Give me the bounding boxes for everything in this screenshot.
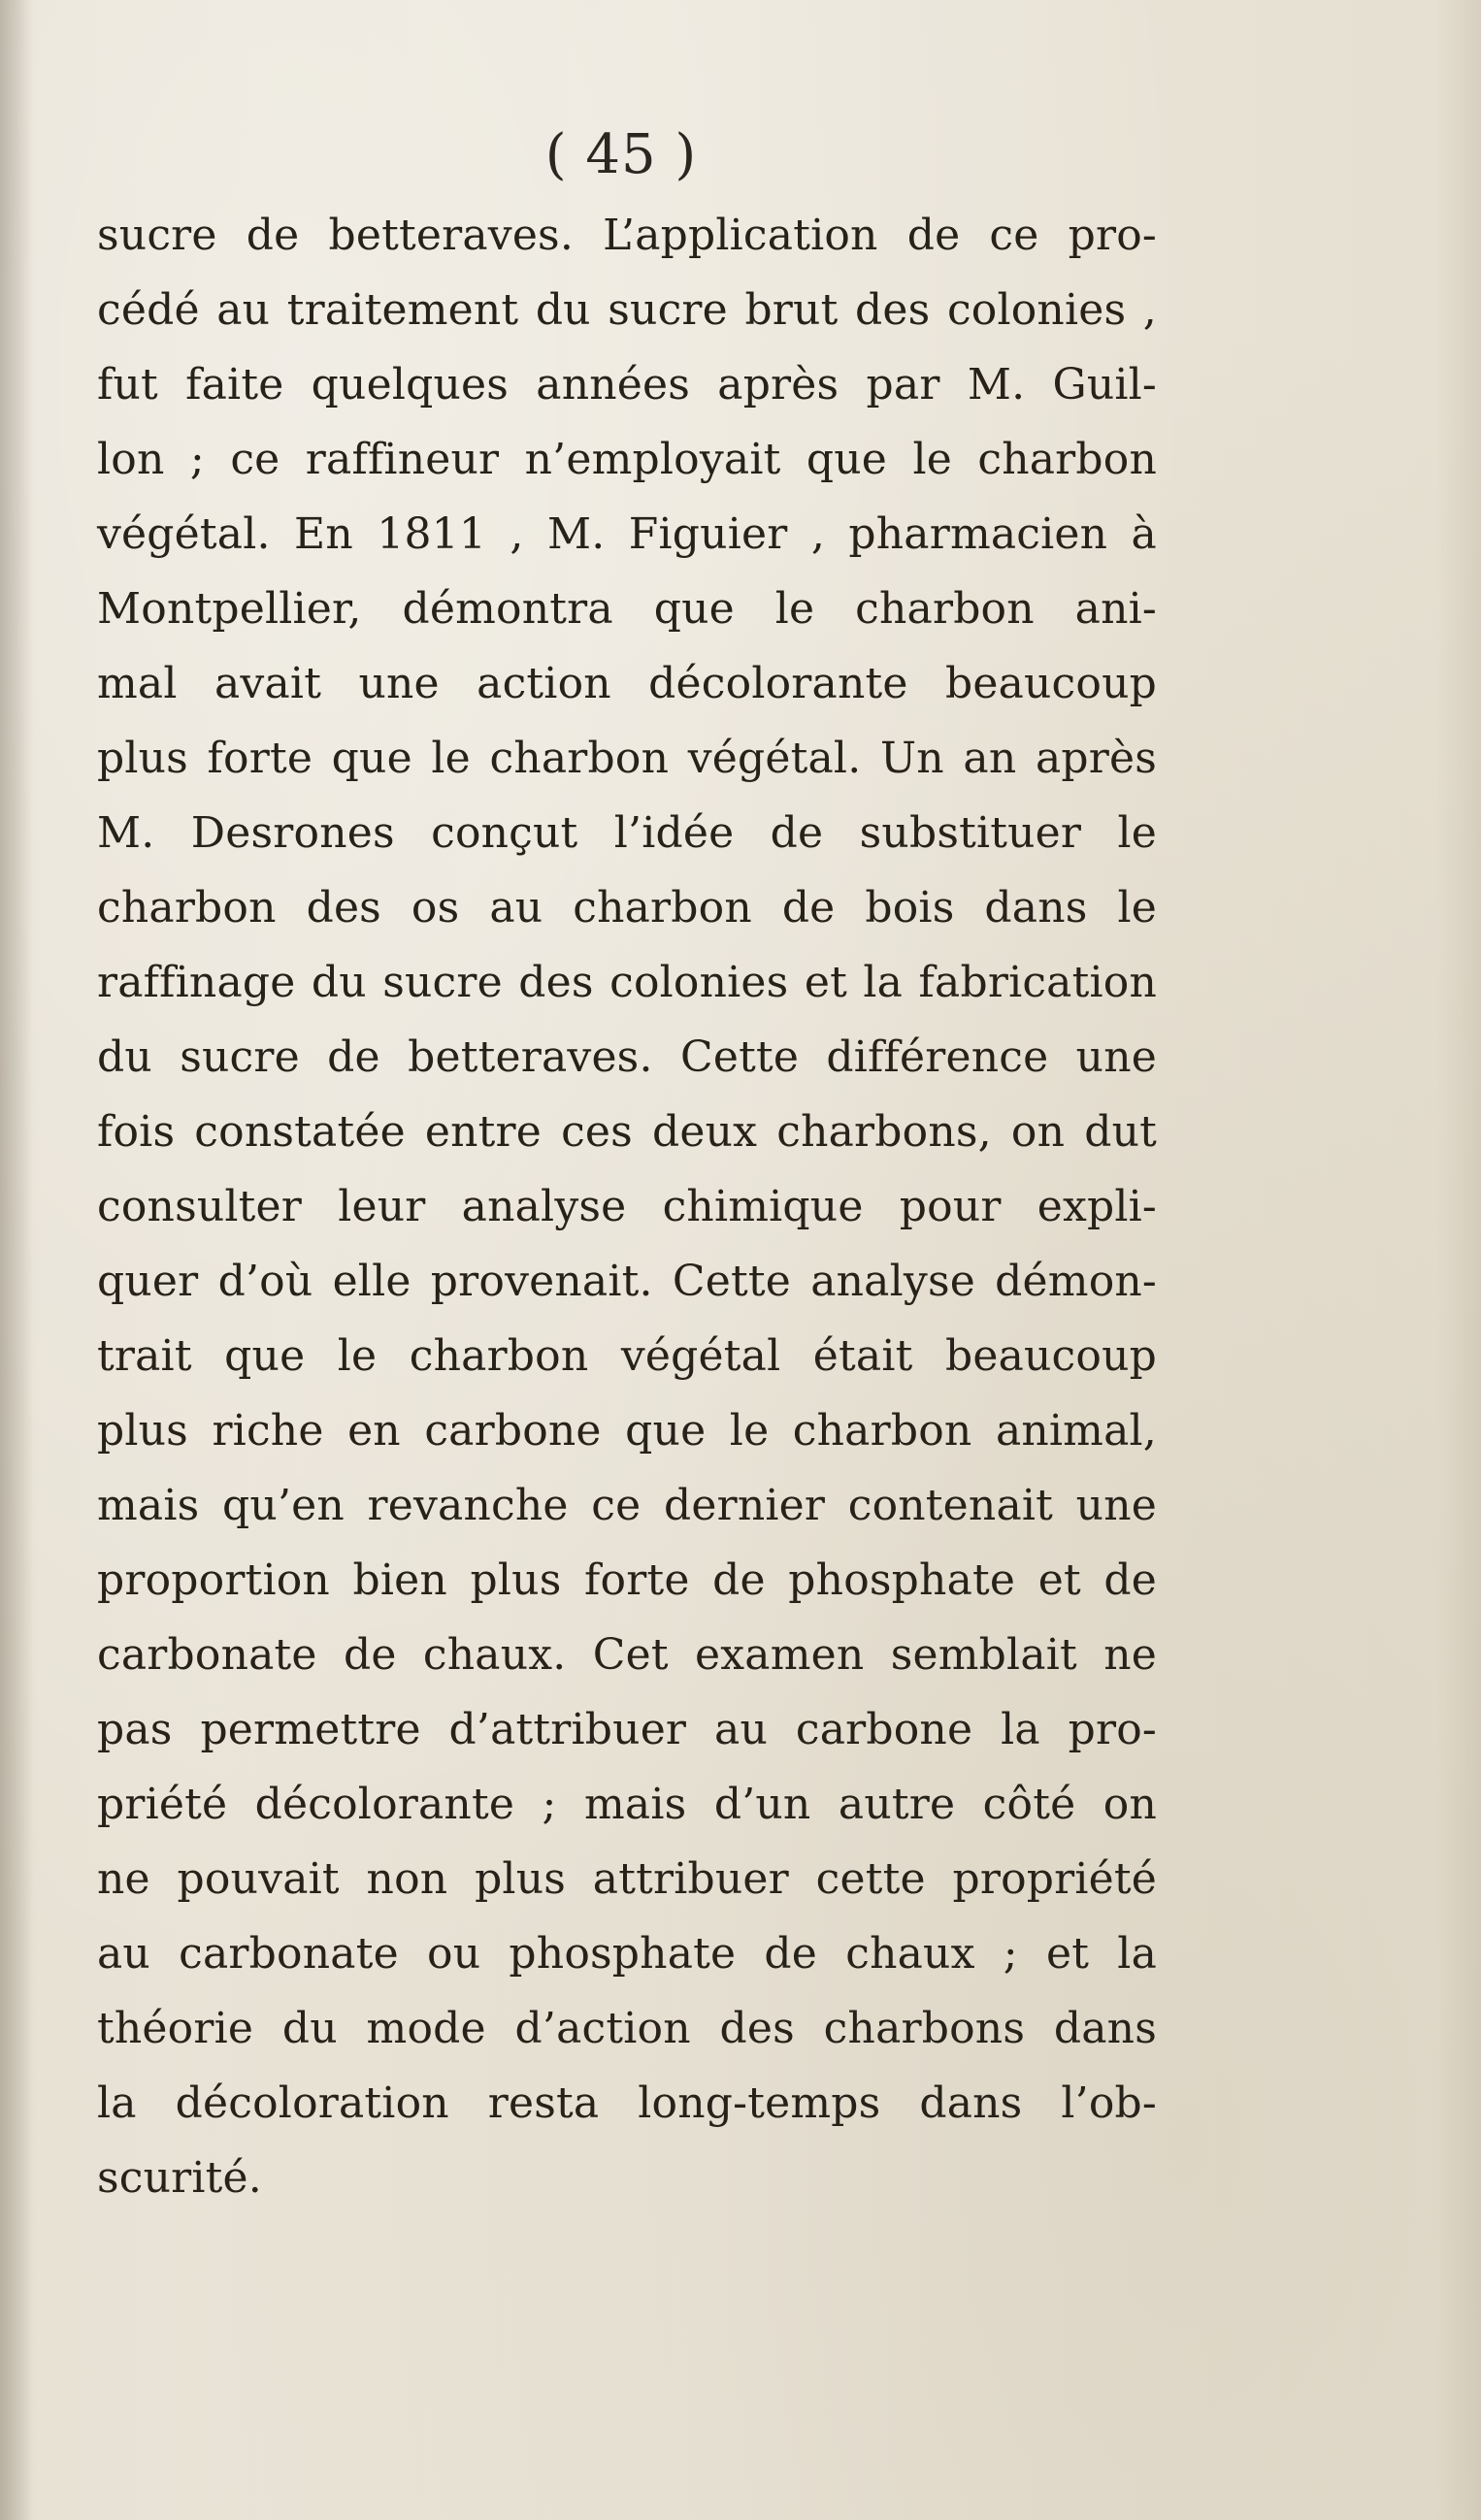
- text-line: carbonate de chaux. Cet examen semblait ne: [97, 1630, 1157, 1680]
- text-line: théorie du mode d’action des charbons dans: [97, 2004, 1157, 2053]
- text-line: raffinage du sucre des colonies et la fabrication: [97, 958, 1157, 1007]
- text-line: consulter leur analyse chimique pour expli-: [97, 1182, 1157, 1231]
- text-line: proportion bien plus forte de phosphate et de: [97, 1555, 1157, 1605]
- text-line: la décoloration resta long-temps dans l’ob-: [97, 2078, 1157, 2128]
- text-line: ne pouvait non plus attribuer cette propriété: [97, 1854, 1157, 1904]
- text-line: pas permettre d’attribuer au carbone la pro-: [97, 1705, 1157, 1754]
- text-line: végétal. En 1811 , M. Figuier , pharmacien à: [97, 509, 1157, 559]
- text-line: trait que le charbon végétal était beaucoup: [97, 1331, 1157, 1381]
- text-line: du sucre de betteraves. Cette différence une: [97, 1032, 1157, 1082]
- body-text: [97, 198, 1157, 2215]
- text-line: mal avait une action décolorante beaucoup: [97, 659, 1157, 708]
- text-line: sucre de betteraves. L’application de ce pro-: [97, 211, 1157, 260]
- text-line: fut faite quelques années après par M. Guil-: [97, 360, 1157, 409]
- text-line: quer d’où elle provenait. Cette analyse démon-: [97, 1257, 1157, 1306]
- text-line: charbon des os au charbon de bois dans le: [97, 883, 1157, 933]
- text-line: cédé au traitement du sucre brut des colonies ,: [97, 285, 1157, 335]
- text-line: scurité.: [97, 2153, 262, 2203]
- text-line: lon ; ce raffineur n’employait que le charbon: [97, 435, 1157, 484]
- page-number: ( 45 ): [544, 123, 698, 186]
- text-line: plus forte que le charbon végétal. Un an après: [97, 734, 1157, 783]
- text-line: mais qu’en revanche ce dernier contenait une: [97, 1481, 1157, 1530]
- text-line: M. Desrones conçut l’idée de substituer le: [97, 808, 1157, 858]
- text-line: fois constatée entre ces deux charbons, on dut: [97, 1107, 1157, 1157]
- page-gutter-shadow: [0, 0, 33, 2520]
- text-line: plus riche en carbone que le charbon animal,: [97, 1406, 1157, 1456]
- text-line: priété décolorante ; mais d’un autre côté on: [97, 1780, 1157, 1829]
- text-line: Montpellier, démontra que le charbon ani-: [97, 584, 1157, 634]
- text-line: au carbonate ou phosphate de chaux ; et la: [97, 1929, 1157, 1979]
